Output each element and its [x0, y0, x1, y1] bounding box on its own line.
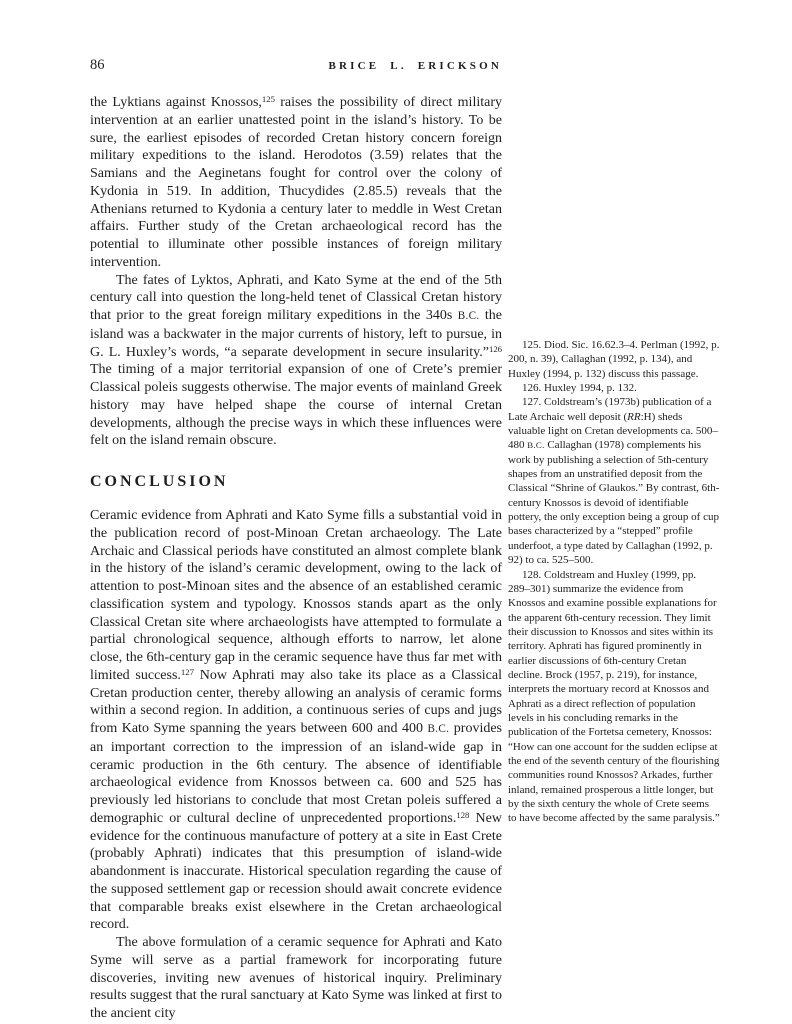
main-text-column: [90, 94, 502, 1023]
footnote-marker: 126: [488, 343, 502, 354]
text-run: the island was a backwater in the major currents of history, left to pursue, in G. L. Huxley’s words, “a separate development in secure insularity.”: [90, 308, 502, 360]
text-run: New evidence for the continuous manufacture of pottery at a site in East Crete (probably Aphrati) indicates that this presumption of island-wide abandonment is inaccurate. Historical speculation regarding the cause of the supposed settlement gap or recession should await concrete evidence that comparable breaks exist elsewhere in the Cretan archaeological record.: [90, 810, 502, 933]
text-run: Now Aphrati may also take its place as a Classical Cretan production center, thereby allowing an analysis of ceramic forms within a second region. In addition, a continuous series of cups and jugs from Kato Syme spanning the years between 600 and 400: [90, 667, 502, 736]
text-run: The timing of a major territorial expansion of one of Crete’s premier Classical poleis suggests otherwise. The major events of mainland Greek history may have helped shape the course of internal Cretan developments, although the precise ways in which these influences were felt on the island remain obscure.: [90, 362, 502, 449]
footnote: [508, 381, 720, 395]
text-run: B.C.: [527, 440, 545, 451]
body-paragraph: [90, 934, 502, 1023]
text-run: B.C.: [457, 310, 480, 322]
running-head: BRICE L. ERICKSON: [328, 60, 502, 72]
body-paragraph: [90, 507, 502, 934]
text-run: the Lyktians against Knossos,: [90, 95, 262, 110]
body-paragraph: [90, 94, 502, 272]
text-run: Ceramic evidence from Aphrati and Kato Syme fills a substantial void in the publication record of post-Minoan Cretan archaeology. The Late Archaic and Classical periods have constituted an almost complete blank in the history of the island’s ceramic development, owing to the lack of attention to post-Minoan sites and the absence of an established ceramic classification system and typology. Knossos stands apart as the only Classical Cretan site where archaeologists have attempted to formulate a partial chronological sequence, although efforts to narrow, let alone close, the 6th-century gap in the ceramic sequence have thus far met with limited success.: [90, 508, 502, 683]
footnote-marker: 127: [180, 666, 194, 677]
text-run: 127. Coldstream’s (1973b) publication of a Late Archaic well deposit (: [508, 396, 712, 423]
text-run: The fates of Lyktos, Aphrati, and Kato Syme at the end of the 5th century call into question the long-held tenet of Classical Cretan history that prior to the great foreign military expeditions in the 340s: [90, 272, 502, 323]
text-run: B.C.: [427, 723, 450, 735]
footnotes-column: [508, 338, 720, 826]
footnote-marker: 128: [456, 809, 470, 820]
text-run: The above formulation of a ceramic sequence for Aphrati and Kato Syme will serve as a partial framework for incorporating future discoveries, inviting new avenues of historical inquiry. Preliminary results suggest that the rural sanctuary at Kato Syme was linked at first to the ancient city: [90, 935, 502, 1021]
page-number: 86: [90, 57, 105, 73]
footnote: [508, 395, 720, 567]
running-header: [90, 57, 502, 74]
text-run: 128. Coldstream and Huxley (1999, pp. 289–301) summarize the evidence from Knossos and examine possible explanations for the apparent 6th-century recession. They limit their discussion to Knossos and sites within its territory. Aphrati has figured prominently in earlier discussions of 6th-century Cretan decline. Brock (1957, p. 219), for instance, interprets the mortuary record at Knossos and Aphrati as a direct reflection of population levels in his concluding remarks in the publication of the Fortetsa cemetery, Knossos: “How can one account for the sudden eclipse at the end of the seventh century of the flourishing communities round Knossos? Arkades, further inland, remained prosperous a little longer, but by the sixth century the whole of Crete seems to have become affected by the same paralysis.”: [508, 568, 720, 825]
text-run: raises the possibility of direct military intervention at an earlier unattested point in the island’s history. To be sure, the earliest episodes of recorded Cretan history concern foreign military expeditions to the island. Herodotos (3.59) relates that the Samians and the Aeginetans fought for control over the colony of Kydonia in 519. In addition, Thucydides (2.85.5) reveals that the Athenians returned to Kydonia a century later to meddle in West Cretan affairs. Further study of the Cretan archaeological record has the potential to illuminate other possible instances of foreign military intervention.: [90, 95, 502, 270]
text-run: RR: [627, 410, 641, 423]
footnote: [508, 568, 720, 826]
body-paragraph: [90, 272, 502, 451]
section-heading: CONCLUSION: [90, 473, 229, 490]
text-run: :H) sheds valuable light on Cretan developments ca. 500–480: [508, 410, 718, 452]
footnote-marker: 125: [261, 94, 275, 105]
text-run: 125. Diod. Sic. 16.62.3–4. Perlman (1992, p. 200, n. 39), Callaghan (1992, p. 134), and Huxley (1994, p. 132) discuss this passage.: [508, 339, 720, 380]
footnote: [508, 338, 720, 381]
text-run: Callaghan (1978) complements his work by publishing a selection of 5th-century shapes from an unstratified deposit from the Classical “Shrine of Glaukos.” By contrast, 6th-century Knossos is devoid of identifiable pottery, the only exception being a group of cup bases characterized by a “stepped” profile underfoot, a type dated by Callaghan (1992, p. 92) to ca. 525–500.: [508, 439, 720, 567]
text-run: provides an important correction to the impression of an island-wide gap in ceramic production in the 6th century. The absence of identifiable archaeological evidence from Knossos between ca. 600 and 525 has previously led historians to conclude that most Cretan poleis suffered a demographic or cultural decline of unprecedented proportions.: [90, 721, 502, 826]
text-run: 126. Huxley 1994, p. 132.: [522, 382, 637, 395]
